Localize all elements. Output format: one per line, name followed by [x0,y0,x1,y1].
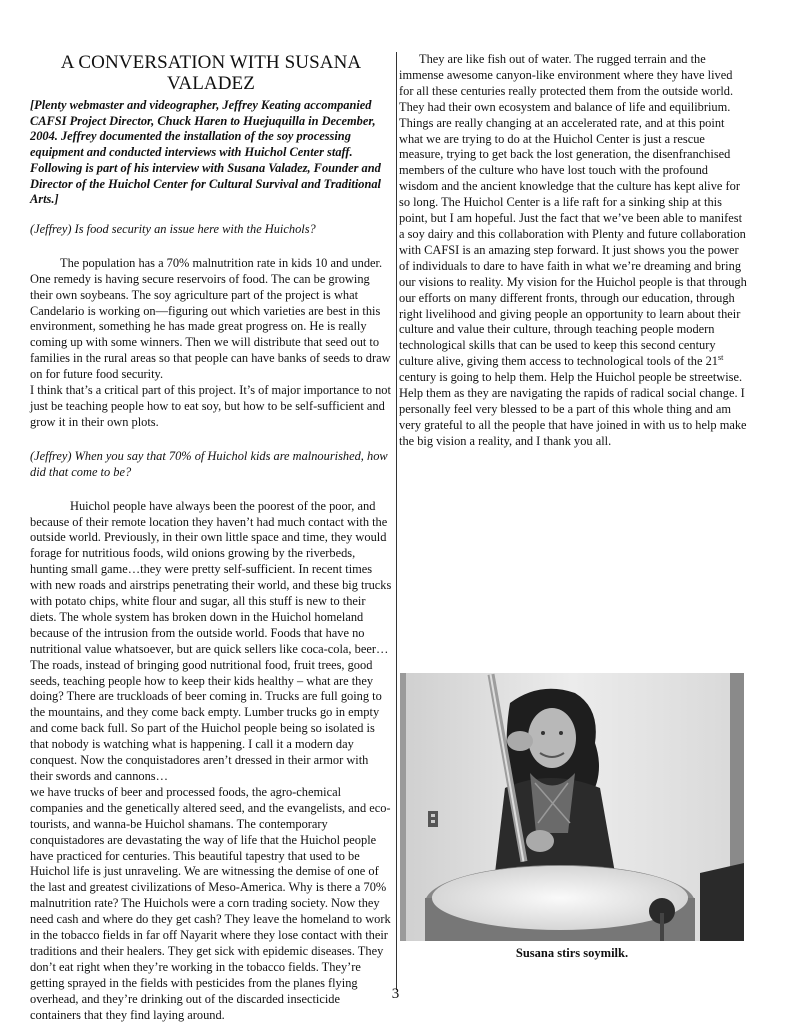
page-number: 3 [391,986,400,1002]
photo-caption: Susana stirs soymilk. [515,946,629,960]
column-divider [396,52,397,990]
left-column [30,52,392,1024]
answer-3-text: They are like fish out of water. The rugged terrain and the immense awesome canyon-like environment where they have lived for all these centuries really protected them from the outside world. They had their own ecosystem and balance of life and equilibrium. Things are really changing at an accelerated rate, and at this point what we are trying to do at the Huichol Center is just a rescue measure, trying to get back the lost generation, the disenfranchised members of the culture who have lost touch with the profound wisdom and the ancient knowledge that the culture has kept alive for so long. The Huichol Center is a life raft for a sinking ship at this point, but I am hopeful. Just the fact that we’ve been able to manifest a soy dairy and this collaboration with Plenty and future collaboration with CAFSI is an amazing step forward. It just shows you the power of individuals to dare to have faith in what we’re dreaming and bring our visions to reality. My vision for the Huichol people is that through our efforts on many different fronts, through our education, through right livelihood and giving people an opportunity to learn about their culture and value their culture, through teaching people modern technological skills that can be used to keep this second century culture alive, giving them access to technological tools of the 21 [399,52,747,369]
answer-2-continued-text: we have trucks of beer and processed foods, the agro-chemical companies and the genetically altered seed, and the evangelists, and eco-tourists, and wanna-be Huichol shamans. The contemporary conquistadores are devastating the way of life that the Huichol people have practiced for centuries. This beautiful tapestry that used to be Huichol life is just unraveling. We are witnessing the demise of one of the last and greatest civilizations of Meso-America. Why is there a 70% malnutrition rate? The Huichols were a corn trading society. Now they need cash and where do they get cash? They leave the homeland to work in the tobacco fields in far off Nayarit where they lose contact with their traditions and their healers. They get sick with epidemic diseases. They don’t eat right when they’re working in the tobacco fields. They’re getting sprayed in the fields with pesticides from the planes flying overhead, and they’re drinking out of the discarded insecticide containers that they find laying around. [30,784,391,1022]
question-2: (Jeffrey) When you say that 70% of Huichol kids are malnourished, how did that come to be? [30,448,388,479]
answer-1-continued: I think that’s a critical part of this project. It’s of major importance to not just be teaching people how to eat soy, but how to be self-sufficient and grow it in their own plots. [30,383,391,429]
answer-3 [399,52,749,450]
photo-susana-stirring [400,673,744,941]
article-title: A CONVERSATION WITH SUSANA VALADEZ [60,52,362,94]
superscript-st: st [717,353,724,363]
right-column [399,52,749,450]
answer-1: The population has a 70% malnutrition rate in kids 10 and under. One remedy is having secure reservoirs of food. The can be growing their own soybeans. The soy agriculture part of the project is what Candelario is working on—figuring out which varieties are best in this environment, something he has made great progress on. He is really coming up with some winners. Then we will distribute that seed out to families in the rural areas so that people can have banks of seeds to draw on for future food security. [30,255,391,382]
question-1: (Jeffrey) Is food security an issue here with the Huichols? [30,221,316,236]
photo-illustration [400,673,744,941]
article-intro: [Plenty webmaster and videographer, Jeffrey Keating accompanied CAFSI Project Director, Chuck Haren to Huejuquilla in December, 2004. Jeffrey documented the installation of the soy processing equipment and conducted interviews with Huichol Center staff. Following is part of his interview with Susana Valadez, Founder and Director of the Huichol Center for Cultural Survival and Traditional Arts.] [30,98,381,207]
answer-3-text-end: century is going to help them. Help the Huichol people be streetwise. Help them as they are navigating the rapids of radical social change. I personally feel very blessed to be a part of this whole thing and am very grateful to all the people that have joined in with us to help make the big vision a reality, and I thank you all. [399,370,747,448]
answer-2: Huichol people have always been the poorest of the poor, and because of their remote location they haven’t had much contact with the outside world. Previously, in their own little space and time, they would forage for nutritious foods, wild onions growing by the riverbeds, hunting small game…they were pretty self-sufficient. In recent times with new roads and airstrips penetrating their world, and these big trucks with potato chips, white flour and sugar, all this stuff is new to their diets. The whole system has broken down in the Huichol homeland because of the intrusion from the outside world. Foods that have no nutritional value whatsoever, but are quick sellers like coca-cola, beer…The roads, instead of bringing good nutritional food, fruit trees, good seeds, teaching people how to keep their kids healthy – what are they doing? There are truckloads of beer coming in. Trucks are full going to the mountains, and they come back empty. Lumber trucks go in empty and come back full. So part of the Huichol people being so isolated is that nobody is watching what is happening. I call it a modern day conquest. Now the conquistadores aren’t dressed in their armor with their swords and cannons… [30,498,392,784]
